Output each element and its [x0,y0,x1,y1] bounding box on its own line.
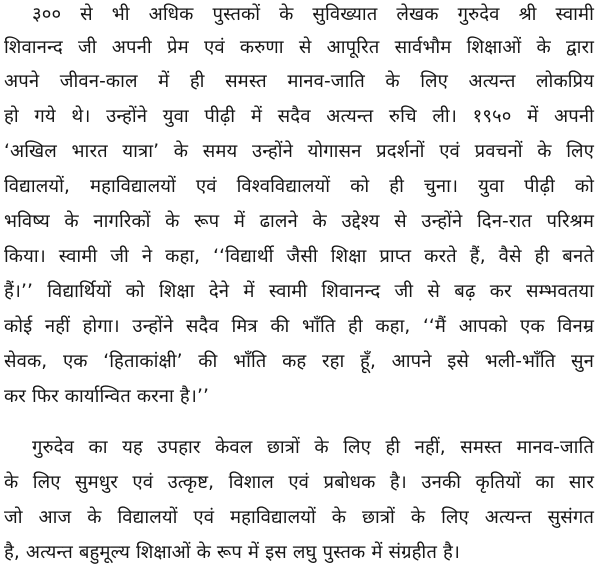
text-line: किया। स्वामी जी ने कहा, ‘‘विद्यार्थी जैसी शिक्षा प्राप्त करते हैं, वैसे ही बनते [4,246,594,267]
text-line: सेवक, एक ‘हिताकांक्षी’ की भाँति कह रहा हूँ, आपने इसे भली-भाँति सुन [4,351,594,372]
text-line: गुरुदेव का यह उपहार केवल छात्रों के लिए ही नहीं, समस्त मानव-जाति [32,437,594,458]
text-line: कर फिर कार्यान्वित करना है।’’ [4,386,209,407]
text-line: जो आज के विद्यालयों एवं महाविद्यालयों के छात्रों के लिए अत्यन्त सुसंगत [4,507,594,528]
text-line: के लिए सुमधुर एवं उत्कृष्ट, विशाल एवं प्रबोधक है। उनकी कृतियों का सार [4,472,594,493]
text-line: हो गये थे। उन्होंने युवा पीढ़ी में सदैव अत्यन्त रुचि ली। १९५० में अपनी [4,106,594,127]
text-line: शिवानन्द जी अपनी प्रेम एवं करुणा से आपूरित सार्वभौम शिक्षाओं के द्वारा [4,37,594,58]
text-line: ‘अखिल भारत यात्रा’ के समय उन्होंने योगासन प्रदर्शनों एवं प्रवचनों के लिए [4,141,594,162]
text-line: कोई नहीं होगा। उन्होंने सदैव मित्र की भाँति ही कहा, ‘‘मैं आपको एक विनम्र [4,316,594,337]
text-line: अपने जीवन-काल में ही समस्त मानव-जाति के लिए अत्यन्त लोकप्रिय [4,71,594,92]
text-line: है, अत्यन्त बहुमूल्य शिक्षाओं के रूप में इस लघु पुस्तक में संग्रहीत है। [4,542,460,563]
text-line: विद्यालयों, महाविद्यालयों एवं विश्वविद्यालयों को ही चुना। युवा पीढ़ी को [4,176,594,197]
text-line: भविष्य के नागरिकों के रूप में ढालने के उद्देश्य से उन्होंने दिन-रात परिश्रम [4,211,594,232]
text-line: ३०० से भी अधिक पुस्तकों के सुविख्यात लेखक गुरुदेव श्री स्वामी [32,4,594,25]
text-line: हैं।’’ विद्यार्थियों को शिक्षा देने में स्वामी शिवानन्द जी से बढ़ कर सम्भवतया [4,281,594,302]
